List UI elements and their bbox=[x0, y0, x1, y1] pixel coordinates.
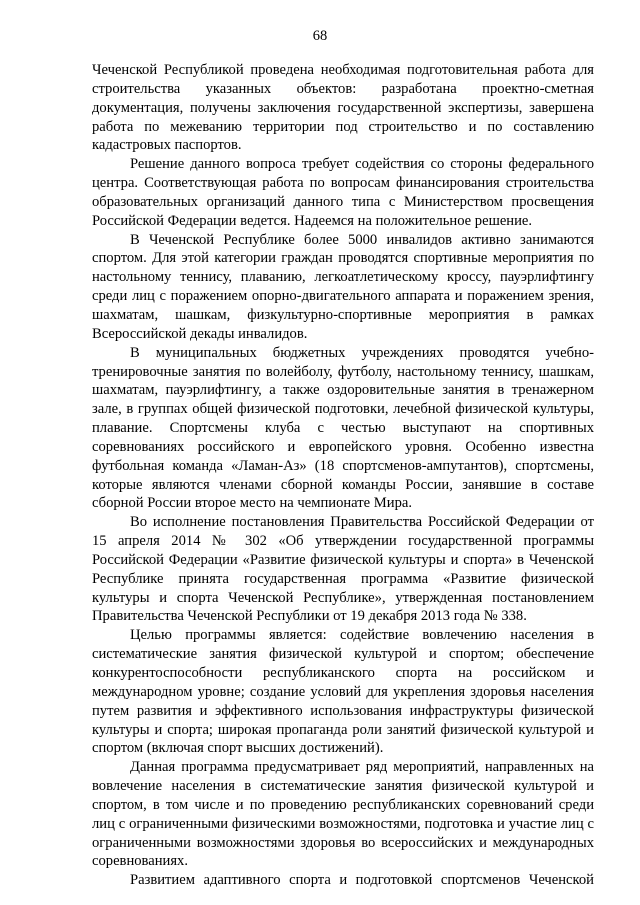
paragraph: Данная программа предусматривает ряд мероприятий, направленных на вовлечение населения в систематические занятия физической культурой и спортом, в том числе и по проведению республиканских соревнований среди лиц с ограниченными физическими возможностями, подготовка и участие лиц с ограниченными возможностями здоровья во всероссийских и международных соревнованиях. bbox=[92, 759, 594, 870]
document-body bbox=[92, 61, 594, 890]
paragraph: В муниципальных бюджетных учреждениях проводятся учебно-тренировочные занятия по волейболу, футболу, настольному теннису, шашкам, шахматам, пауэрлифтингу, а также оздоровительные занятия в тренажерном зале, в группах общей физической подготовки, лечебной физической культуры, плавание. Спортсмены клуба с честью выступают на спортивных соревнованиях российского и европейского уровня. Особенно известна футбольная команда «Ламан-Аз» (18 спортсменов-ампутантов), спортсмены, которые являются членами сборной команды России, занявшие в составе сборной России второе место на чемпионате Мира. bbox=[92, 344, 594, 512]
paragraph: Во исполнение постановления Правительства Российской Федерации от 15 апреля 2014 № 302 «Об утверждении государственной программы Российской Федерации «Развитие физической культуры и спорта» в Чеченской Республике принята государственная программа «Развитие физической культуры и спорта Чеченской Республике», утвержденная постановлением Правительства Чеченской Республики от 19 декабря 2013 года № 338. bbox=[92, 514, 594, 625]
paragraph: Развитием адаптивного спорта и подготовкой спортсменов Чеченской bbox=[130, 872, 594, 889]
paragraph: Решение данного вопроса требует содействия со стороны федерального центра. Соответствующая работа по вопросам финансирования строительства образовательных организаций данного типа с Министерством просвещения Российской Федерации ведется. Надеемся на положительное решение. bbox=[92, 156, 594, 229]
paragraph: В Чеченской Республике более 5000 инвалидов активно занимаются спортом. Для этой категории граждан проводятся спортивные мероприятия по настольному теннису, плаванию, легкоатлетическому кроссу, пауэрлифтингу среди лиц с поражением опорно-двигательного аппарата и поражением зрения, шахматам, шашкам, физкультурно-спортивные мероприятия в рамках Всероссийской декады инвалидов. bbox=[92, 231, 594, 342]
paragraph: Целью программы является: содействие вовлечению населения в систематические занятия физической культурой и спортом; обеспечение конкурентоспособности республиканского спорта на российском и международном уровне; создание условий для укрепления здоровья населения путем развития и эффективного использования инфраструктуры физической культуры и спорта; широкая пропаганда роли занятий физической культурой и спортом (включая спорт высших достижений). bbox=[92, 627, 594, 757]
paragraph: Чеченской Республикой проведена необходимая подготовительная работа для строительства указанных объектов: разработана проектно-сметная документация, получены заключения государственной экспертизы, завершена работа по межеванию территории под строительство и по составлению кадастровых паспортов. bbox=[92, 62, 594, 154]
page-number: 68 bbox=[312, 28, 328, 44]
